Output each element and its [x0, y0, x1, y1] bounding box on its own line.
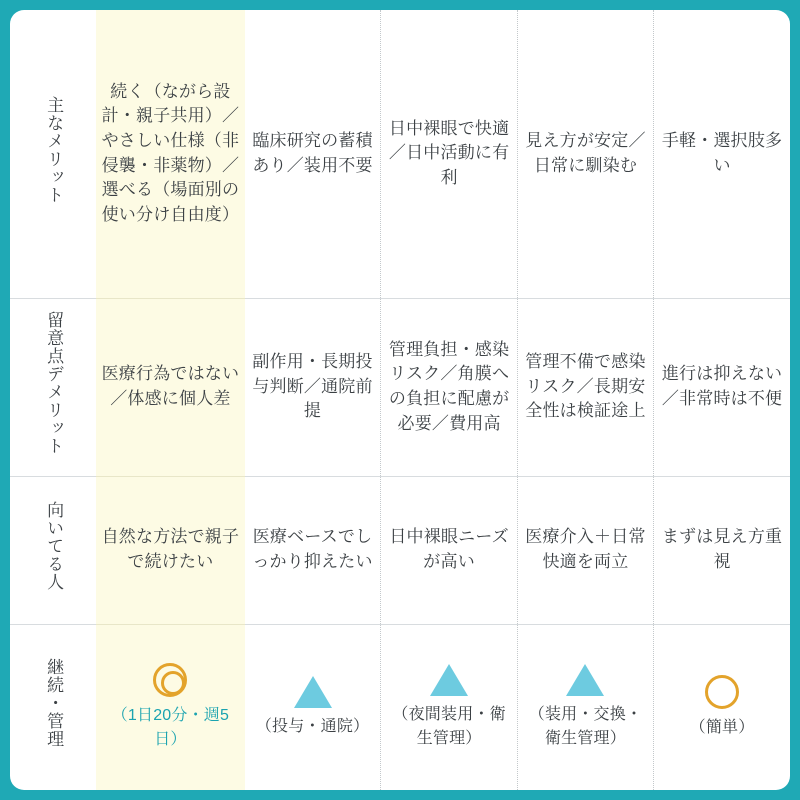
comparison-card [10, 10, 790, 790]
cell-maintenance-opt1: （投与・通院） [245, 624, 381, 790]
cell-merits-opt2: 日中裸眼で快適／日中活動に有利 [381, 10, 517, 298]
table-row [10, 298, 790, 476]
cell-merits-opt1: 臨床研究の蓄積あり／装用不要 [245, 10, 381, 298]
double-circle-icon [153, 663, 187, 697]
cell-suitable-opt2: 日中裸眼ニーズが高い [381, 476, 517, 624]
highlight-cell-demerits: 医療行為ではない／体感に個人差 [96, 298, 244, 476]
cell-demerits-opt3: 管理不備で感染リスク／長期安全性は検証途上 [517, 298, 653, 476]
triangle-icon [430, 664, 468, 696]
cell-suitable-opt4: まずは見え方重視 [654, 476, 790, 624]
maintenance-note-highlight: （1日20分・週5日） [111, 706, 230, 749]
highlight-cell-maintenance [96, 624, 244, 790]
circle-icon [705, 675, 739, 709]
highlight-cell-merits: 続く（ながら設計・親子共用）／やさしい仕様（非侵襲・非薬物）／選べる（場面別の使い分け自由度） [96, 10, 244, 298]
table-row [10, 624, 790, 790]
comparison-table [10, 10, 790, 790]
cell-maintenance-opt4: （簡単） [654, 624, 790, 790]
cell-maintenance-opt3: （装用・交換・衛生管理） [517, 624, 653, 790]
cell-demerits-opt2: 管理負担・感染リスク／角膜への負担に配慮が必要／費用高 [381, 298, 517, 476]
cell-merits-opt4: 手軽・選択肢多い [654, 10, 790, 298]
table-row [10, 10, 790, 298]
row-label-demerits: 留意点デメリット [10, 298, 96, 476]
table-row [10, 476, 790, 624]
highlight-cell-suitable: 自然な方法で親子で続けたい [96, 476, 244, 624]
cell-maintenance-opt2: （夜間装用・衛生管理） [381, 624, 517, 790]
triangle-icon [294, 676, 332, 708]
cell-demerits-opt4: 進行は抑えない／非常時は不便 [654, 298, 790, 476]
row-label-suitable: 向いてる人 [10, 476, 96, 624]
cell-suitable-opt1: 医療ベースでしっかり抑えたい [245, 476, 381, 624]
triangle-icon [566, 664, 604, 696]
row-label-merits: 主なメリット [10, 10, 96, 298]
cell-demerits-opt1: 副作用・長期投与判断／通院前提 [245, 298, 381, 476]
cell-suitable-opt3: 医療介入＋日常快適を両立 [517, 476, 653, 624]
row-label-maintenance: 継続・管理 [44, 658, 64, 749]
cell-merits-opt3: 見え方が安定／日常に馴染む [517, 10, 653, 298]
